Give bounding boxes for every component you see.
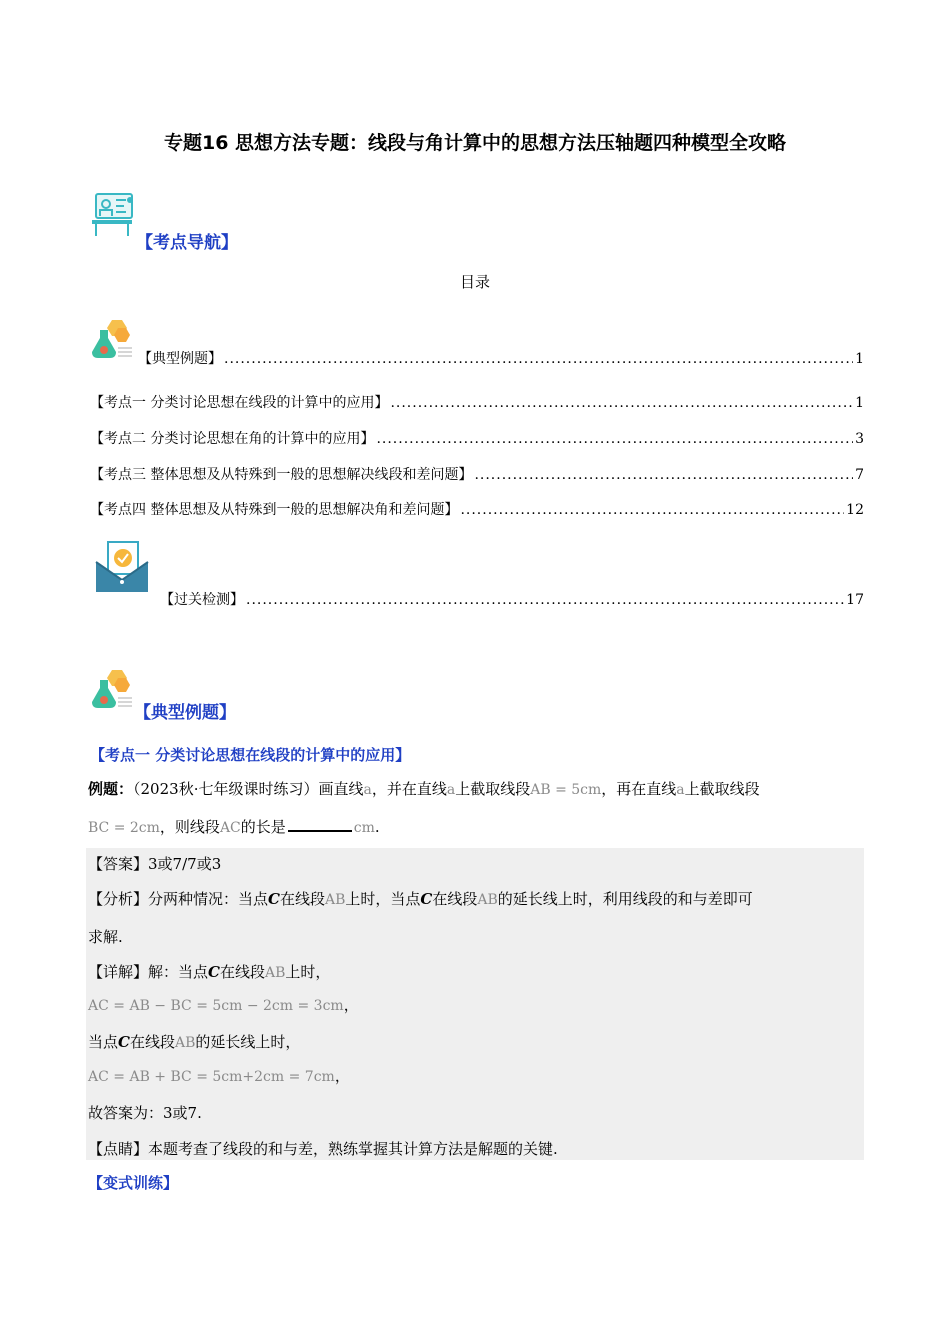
eq-bc: BC = 2cm	[88, 820, 160, 836]
analysis-line-2	[88, 927, 123, 947]
final-value: 3或7.	[163, 1104, 202, 1122]
analysis-text: 上时，当点	[345, 890, 421, 908]
example-text: ，再在直线	[601, 780, 677, 798]
var-ab: AB	[265, 965, 286, 981]
toc-entry-page: 12	[846, 502, 864, 518]
example-text: 上截取线段	[684, 780, 760, 798]
analysis-text: 分两种情况：当点	[148, 890, 269, 908]
variant-heading: 【变式训练】	[88, 1174, 179, 1192]
toc-entry-page: 1	[855, 351, 864, 367]
toc-entry[interactable]	[160, 589, 864, 609]
toc-entry[interactable]	[90, 428, 864, 448]
detail-text: 解：当点	[148, 963, 209, 981]
var-a: a	[676, 782, 685, 798]
envelope-check-icon	[94, 540, 150, 594]
point-line	[88, 1139, 558, 1159]
example-line-1	[88, 779, 864, 800]
point-c: C	[420, 890, 433, 908]
toc-entry-label: 【过关检测】	[160, 592, 244, 608]
point-tag: 【点睛】	[88, 1140, 149, 1158]
toc-title: 目录	[459, 273, 490, 291]
toc-entry-label: 【考点三 整体思想及从特殊到一般的思想解决线段和差问题】	[90, 467, 473, 483]
example-line-2	[88, 816, 864, 838]
var-ab: AB	[174, 1035, 196, 1051]
toc-leader	[390, 395, 853, 411]
toc-entry-page: 17	[846, 592, 864, 608]
detail-tag: 【详解】	[88, 963, 149, 981]
comma: ，	[343, 996, 359, 1014]
final-text: 故答案为：	[88, 1104, 164, 1122]
answer-blank[interactable]	[288, 816, 352, 832]
example-text: ，则线段	[159, 818, 220, 836]
toc-leader	[224, 351, 853, 367]
toc-leader	[246, 592, 844, 608]
analysis-text: 求解.	[88, 928, 123, 946]
analysis-text: 在线段	[279, 890, 325, 908]
example-text: （2023秋·七年级课时练习）画直线	[133, 780, 364, 798]
toc-entry-label: 【考点一 分类讨论思想在线段的计算中的应用】	[90, 395, 389, 411]
detail-text: 在线段	[129, 1033, 175, 1051]
var-ac: AC	[219, 820, 241, 836]
answer-tag: 【答案】	[88, 855, 149, 873]
example-text: 的长是	[240, 818, 286, 836]
equation-1	[88, 995, 359, 1016]
var-ab: AB	[325, 892, 346, 908]
toc-entry-page: 1	[855, 395, 864, 411]
detail-text: 的延长线上时，	[195, 1033, 301, 1051]
toc-entry-page: 3	[855, 431, 864, 447]
point-text: 本题考查了线段的和与差，熟练掌握其计算方法是解题的关键.	[148, 1140, 558, 1158]
toc-entry-label: 【考点四 整体思想及从特殊到一般的思想解决角和差问题】	[90, 502, 459, 518]
detail-line-2	[88, 1032, 300, 1053]
example-text: .	[374, 818, 380, 836]
analysis-text: 在线段	[432, 890, 478, 908]
detail-text: 当点	[88, 1033, 119, 1051]
eq-ab: AB = 5cm	[530, 782, 602, 798]
equation-2	[88, 1066, 350, 1087]
final-answer	[88, 1103, 202, 1123]
detail-text: 在线段	[219, 963, 265, 981]
toc-entry[interactable]	[90, 464, 864, 484]
flask-icon	[88, 668, 134, 710]
point-c: C	[118, 1033, 130, 1051]
eq2: AC = AB + BC = 5cm+2cm = 7cm	[88, 1069, 335, 1085]
toc-entry-page: 7	[855, 467, 864, 483]
var-a: a	[363, 782, 372, 798]
teacher-board-icon	[88, 188, 138, 240]
section-heading: 【典型例题】	[134, 703, 236, 723]
flask-icon	[88, 318, 134, 360]
example-text: 上截取线段	[455, 780, 531, 798]
analysis-tag: 【分析】	[88, 890, 149, 908]
toc-entry[interactable]	[90, 392, 864, 412]
point-c: C	[268, 890, 280, 908]
toc-entry[interactable]	[138, 348, 864, 368]
detail-text: 上时，	[285, 963, 331, 981]
page-title: 专题16 思想方法专题：线段与角计算中的思想方法压轴题四种模型全攻略	[163, 132, 787, 154]
toc-leader	[376, 431, 853, 447]
comma: ，	[334, 1067, 350, 1085]
example-label: 例题：	[88, 780, 134, 798]
analysis-text: 的延长线上时，利用线段的和与差即可	[497, 890, 753, 908]
toc-leader	[460, 502, 844, 518]
var-ab: AB	[477, 892, 498, 908]
nav-heading: 【考点导航】	[136, 233, 238, 253]
detail-line-1	[88, 962, 330, 983]
eq1: AC = AB − BC = 5cm − 2cm = 3cm	[88, 998, 344, 1014]
answer-line	[88, 854, 221, 874]
analysis-line-1	[88, 889, 753, 910]
example-text: ，并在直线	[371, 780, 447, 798]
unit-cm: cm	[353, 820, 375, 836]
toc-entry-label: 【典型例题】	[138, 351, 222, 367]
toc-entry[interactable]	[90, 499, 864, 519]
var-a: a	[446, 782, 456, 798]
toc-entry-label: 【考点二 分类讨论思想在角的计算中的应用】	[90, 431, 375, 447]
kp1-heading: 【考点一 分类讨论思想在线段的计算中的应用】	[90, 746, 411, 764]
answer-text: 3或7/7或3	[148, 855, 222, 873]
point-c: C	[208, 963, 220, 981]
toc-leader	[474, 467, 853, 483]
